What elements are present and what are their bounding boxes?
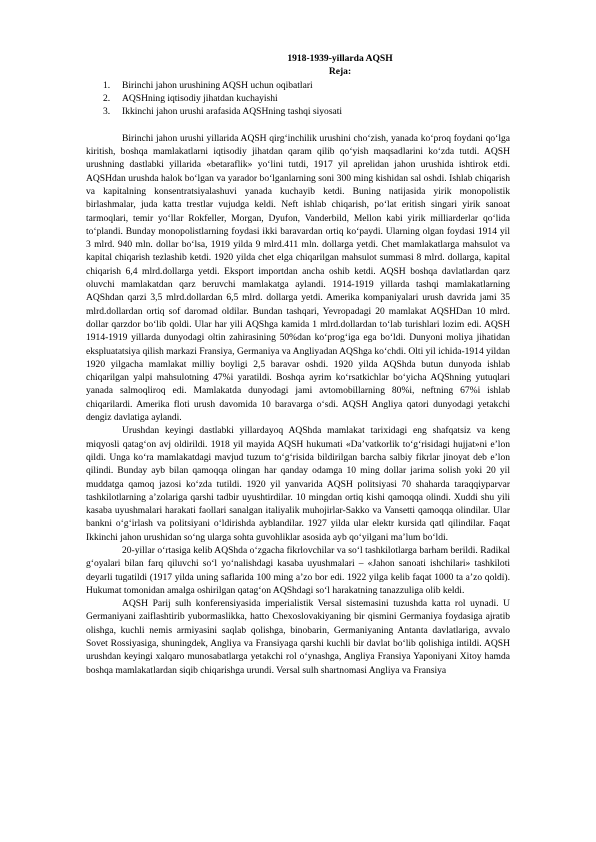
document-title: 1918-1939-yillarda AQSH — [287, 53, 393, 64]
plan-item-number: 3. — [103, 106, 111, 118]
spacer — [86, 118, 510, 131]
plan-item-number: 1. — [103, 79, 111, 91]
paragraph: Birinchi jahon urushi yillarida AQSH qirg‘inchilik urushini cho‘zish, yanada ko‘proq foydani qo‘lga kiritish, boshqa mamlakatlarni iqtisodiy jihatdan qaram qilib qo‘yish maqsadlarini ko‘zda tutdi. AQSH urushning dastlabki yillarida «betaraflik» yo‘lini tutdi, 1917 yil aprelidan jahon urushida ishtirok etdi. AQSHdan urushda halok bo‘lgan va yarador bo‘lganlarning soni 300 ming kishidan sal oshdi. Ishlab chiqarish va kapitalning konsentratsiyalashuvi yanada kuchayib ketdi. Buning natijasida yirik monopolistik birlashmalar, juda katta trestlar vujudga keldi. Neft ishlab chiqarish, po‘lat eritish singari yirik sanoat tarmoqlari, temir yo‘llar Rokfeller, Morgan, Dyufon, Vanderbild, Mellon kabi yirik milliarderlar qo‘lida to‘plandi. Bunday monopolistlarning foydasi ikki baravardan ortiq ko‘paydi. Ularning olgan foydasi 1914 yil 3 mlrd. 940 mln. dollar bo‘lsa, 1919 yilda 9 mlrd.411 mln. dollarga yetdi. Chet mamlakatlarga mahsulot va kapital chiqarish tezlashib ketdi. 1920 yilda chet elga chiqarilgan mahsulot summasi 8 mlrd. dollarga, kapital chiqarish 6,4 mlrd.dollarga yetdi. Eksport importdan ancha oshib ketdi. AQSH boshqa davlatlardan qarz oluvchi mamlakatdan qarz beruvchi mamlakatga aylandi. 1914-1919 yillarda tashqi mamlakatlarning AQShdan qarzi 3,5 mlrd.dollardan 6,5 mlrd. dollarga yetdi. Amerika kompaniyalari urush davrida jami 35 mlrd.dollardan ortiq sof daromad oldilar. Bundan tashqari, Yevropadagi 20 mamlakat AQSHDan 10 mlrd. dollar qarzdor bo‘lib qoldi. Ular har yili AQShga kamida 1 mlrd.dollardan to‘lab turishlari lozim edi. AQSH 1914-1919 yillarda dunyodagi oltin zahirasining 50%dan ko‘prog‘iga ega bo‘ldi. Dunyoni moliya jihatidan ekspluatatsiya qilish markazi Fransiya, Germaniya va Angliyadan AQShga ko‘chdi. Olti yil ichida-1914 yildan 1920 yilgacha mamlakat milliy boyligi 2,5 baravar oshdi. 1920 yilda AQShda butun dunyoda ishlab chiqarilgan yalpi mahsulotning 47%i yaratildi. Boshqa ayrim ko‘rsatkichlar bo‘yicha AQShning yutuqlari yanada salmoqliroq edi. Mamlakatda dunyodagi jami avtomobillarning 80%i, neftning 67%i ishlab chiqarilardi. Amerika floti urush davomida 10 baravarga o‘sdi. AQSH Angliya qatori dunyodagi yetakchi dengiz davlatiga aylandi. — [86, 132, 510, 424]
plan-heading: Reja: — [328, 66, 352, 78]
plan-item — [103, 92, 510, 105]
plan-item — [103, 105, 510, 118]
plan-list — [86, 79, 510, 119]
plan-item — [103, 79, 510, 92]
document-body — [86, 52, 510, 677]
paragraph: AQSH Parij sulh konferensiyasida imperialistik Versal sistemasini tuzushda katta rol uynadi. U Germaniyani zaiflashtirib yubormaslikka, hatto Chexoslovakiyaning bir qismini Germaniya foydasiga ajratib olishga, kuchli nemis armiyasini saqlab qolishga, binobarin, Germaniyaning Antanta davlatlariga, avvalo Sovet Rossiyasiga, shuningdek, Angliya va Fransiyaga qarshi kuchli bir davlat bo‘lib qolishiga intildi. AQSH urushdan keyingi xalqaro munosabatlarga yetakchi rol o‘ynashga, Angliya Fransiya Yaponiyani Xitoy hamda boshqa mamlakatlardan siqib chiqarishga urundi. Versal sulh shartnomasi Angliya va Fransiya — [86, 598, 510, 676]
plan-item-text: Ikkinchi jahon urushi arafasida AQSHning tashqi siyosati — [122, 106, 343, 118]
plan-item-text: Birinchi jahon urushining AQSH uchun oqibatlari — [122, 79, 313, 91]
plan-item-text: AQSHning iqtisodiy jihatdan kuchayishi — [122, 92, 278, 104]
paragraph: Urushdan keyingi dastlabki yillardayoq AQShda mamlakat tarixidagi eng shafqatsiz va keng miqyosli qatag‘on avj oldirildi. 1918 yil mayida AQSH hukumati «Da’vatkorlik to‘g‘risidagi hujjat»ni e’lon qildi. Unga ko‘ra mamlakatdagi mavjud tuzum to‘g‘risida bildirilgan barcha salbiy fikrlar jinoyat deb e’lon qilindi. Bunday ayb bilan qamoqqa olingan har qanday odamga 10 ming dollar jarima solish yoki 20 yil muddatga qamoq jazosi ko‘zda tutildi. 1920 yil yanvarida AQSH politsiyasi 70 shaharda taraqqiyparvar tashkilotlarning a’zolariga qarshi tadbir uyushtirdilar. 10 mingdan ortiq kishi qamoqqa olindi. Xuddi shu yili kasaba uyushmalari harakati faollari sanalgan italiyalik muhojirlar-Sakko va Vansetti qamoqqa olindilar. Ular bankni o‘g‘irlash va politsiyani o‘ldirishda ayblandilar. 1927 yilda ular elektr kursida qatl qilindilar. Faqat Ikkinchi jahon urushidan so‘ng ularga sohta guvohliklar asosida ayb qo‘yilgani ma’lum bo‘ldi. — [86, 425, 510, 543]
plan-item-number: 2. — [103, 92, 111, 104]
paragraph: 20-yillar o‘rtasiga kelib AQShda o‘zgacha fikrlovchilar va so‘l tashkilotlarga barham berildi. Radikal g‘oyalari bilan farq qiluvchi so‘l yo‘nalishdagi kasaba uyushmalari – «Jahon sanoati ishchilari» tashkiloti deyarli tugatildi (1917 yilda uning saflarida 100 ming a’zo bor edi. 1922 yilga kelib faqat 1000 ta a’zo qoldi). Hukumat tomonidan amalga oshirilgan qatag‘on AQShdagi so‘l harakatning tanazzuliga olib keldi. — [86, 544, 510, 596]
